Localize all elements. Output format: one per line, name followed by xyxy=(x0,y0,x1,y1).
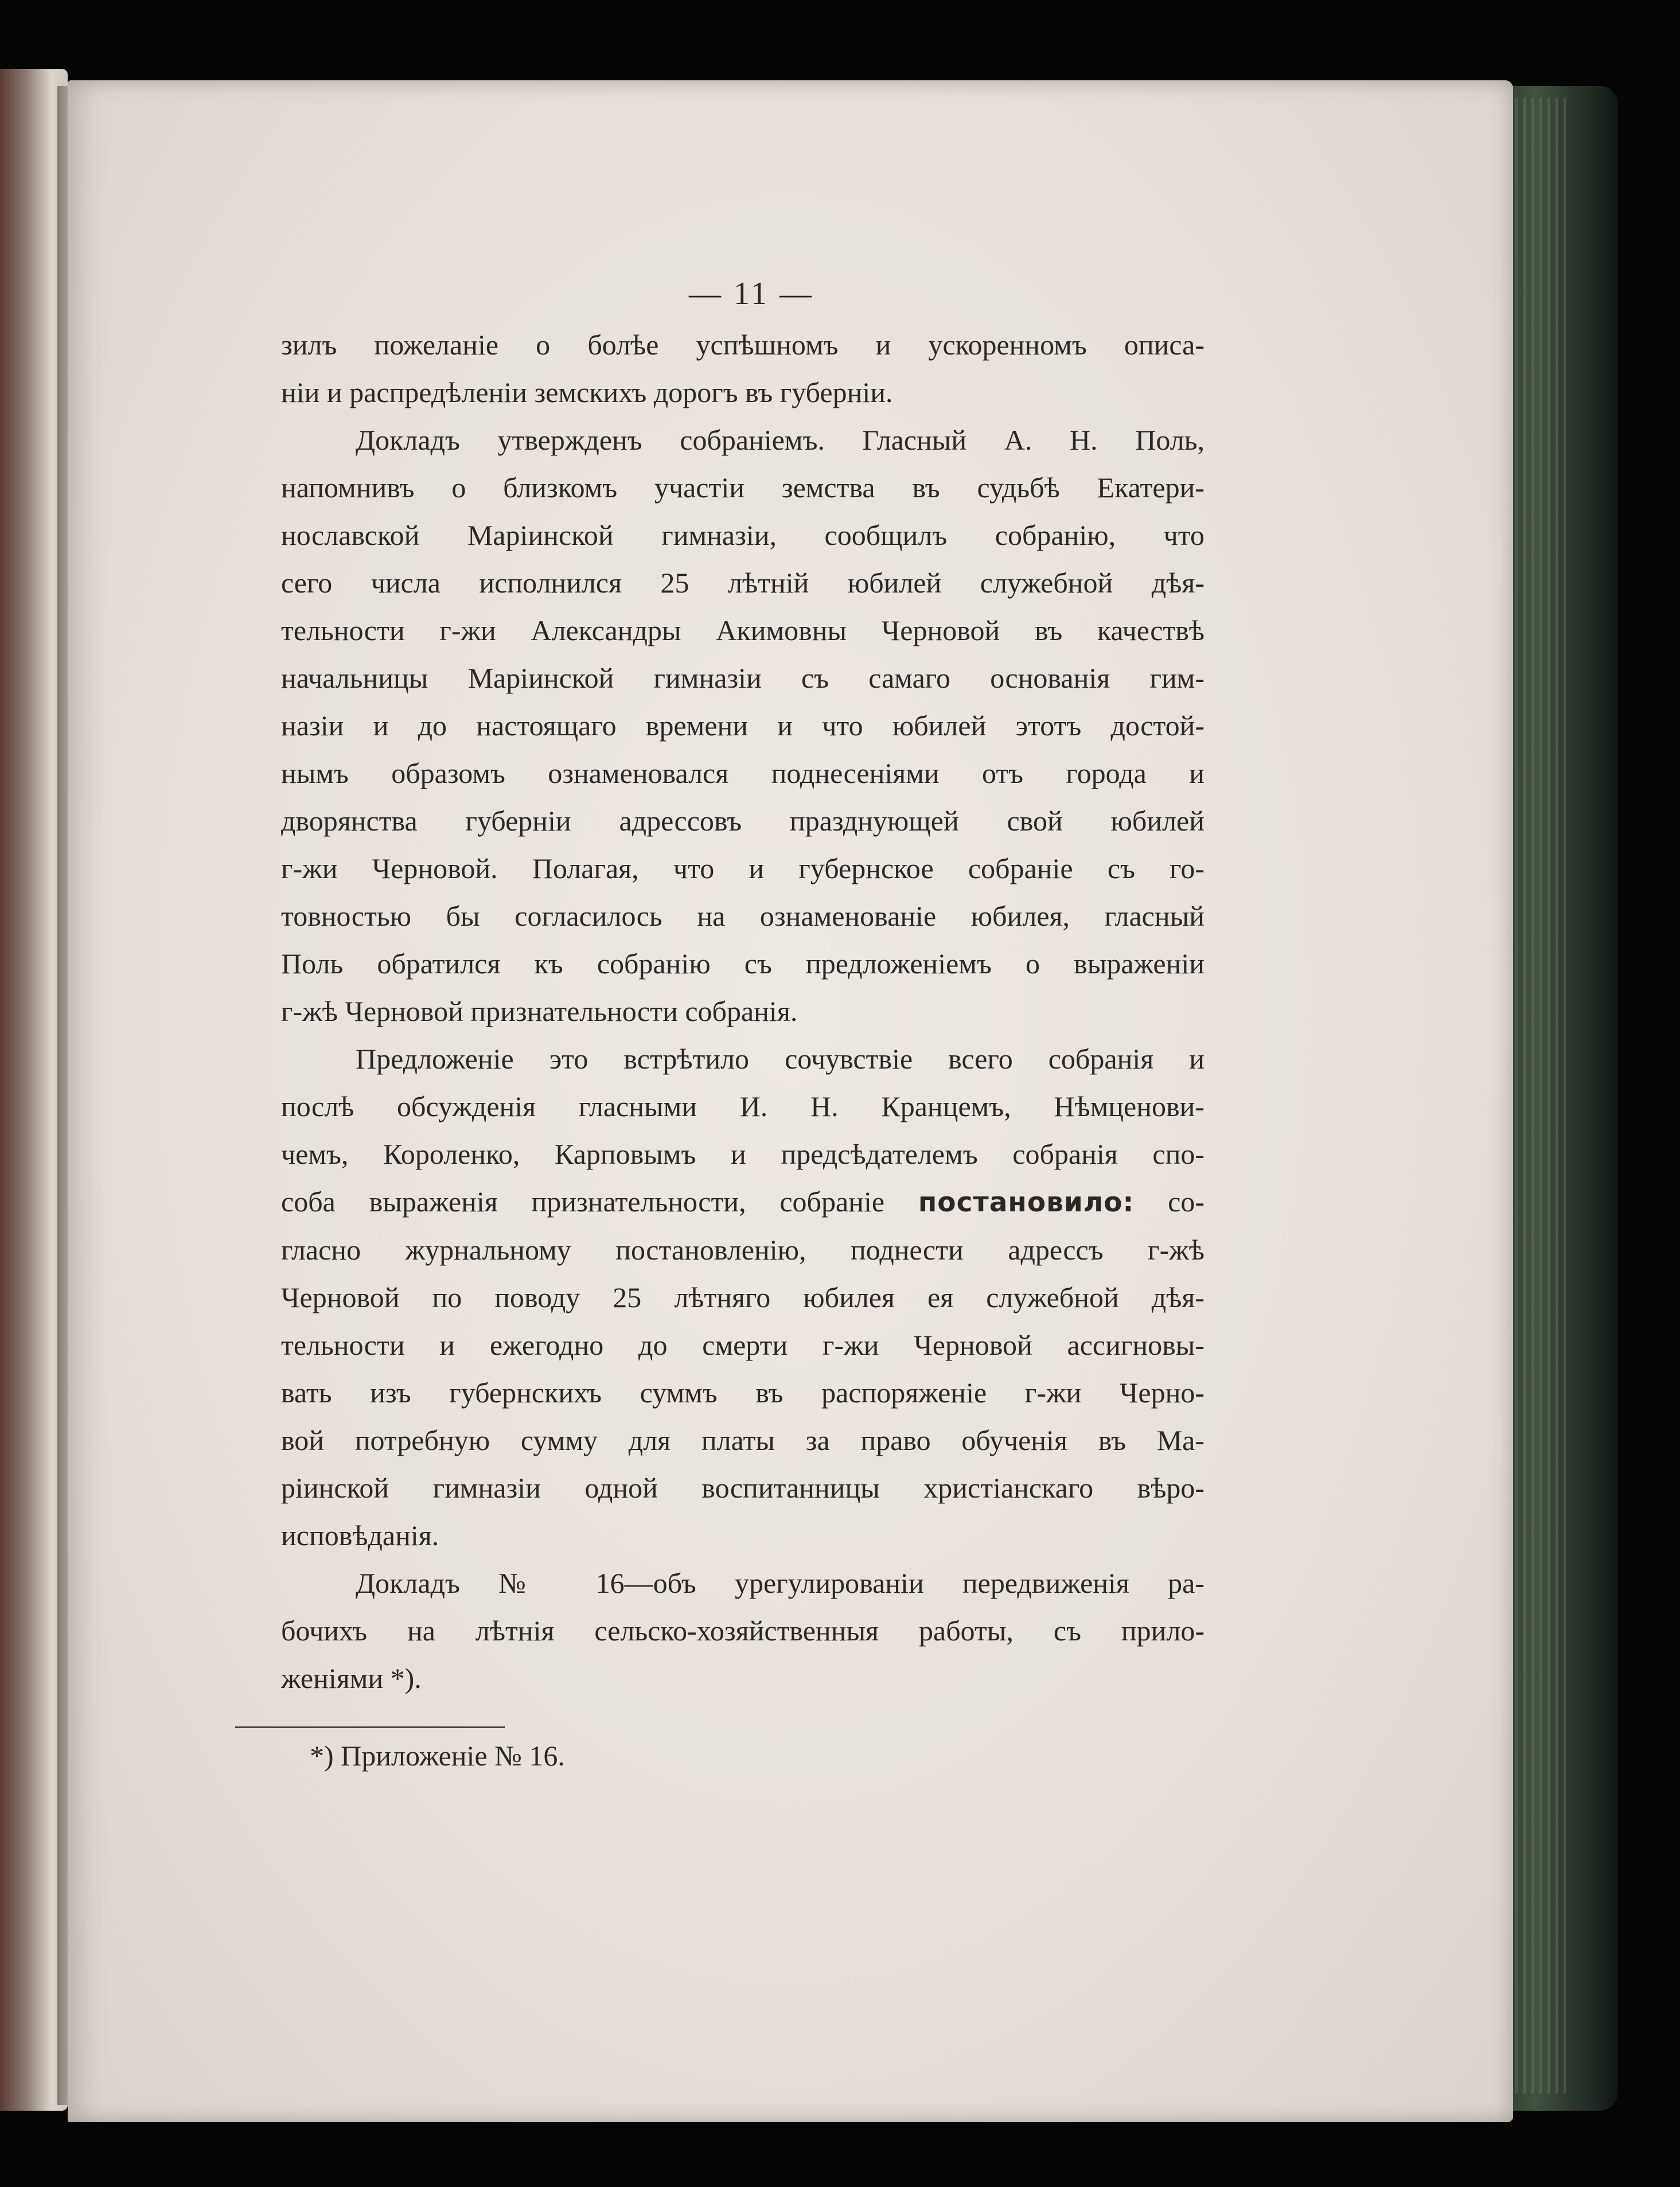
paragraph-3 xyxy=(281,1035,1205,1560)
text-line: начальницы Маріинской гимназіи съ самаго основанія гим- xyxy=(281,662,1205,694)
text-line: женіями *). xyxy=(281,1662,422,1694)
text-line-with-emphasis xyxy=(281,1178,1205,1226)
text-segment: соба выраженія признательности, собраніе xyxy=(281,1186,885,1218)
text-line: напомнивъ о близкомъ участіи земства въ судьбѣ Екатери- xyxy=(281,471,1205,504)
text-line: сего числа исполнился 25 лѣтній юбилей служебной дѣя- xyxy=(281,567,1205,599)
text-line: тельности г-жи Александры Акимовны Черновой въ качествѣ xyxy=(281,614,1205,646)
page-number: — 11 — xyxy=(689,276,814,311)
page-body-text xyxy=(281,321,1205,1702)
paragraph-1 xyxy=(281,321,1205,416)
footnote: *) Приложеніе № 16. xyxy=(310,1740,565,1772)
text-segment: со- xyxy=(1168,1186,1205,1218)
text-line: исповѣданія. xyxy=(281,1519,439,1551)
text-line: вать изъ губернскихъ суммъ въ распоряженіе г-жи Черно- xyxy=(281,1377,1205,1409)
text-line: ріинской гимназіи одной воспитанницы христіанскаго вѣро- xyxy=(281,1472,1205,1504)
text-line: гласно журнальному постановленію, поднести адрессъ г-жѣ xyxy=(281,1234,1205,1266)
text-line: бочихъ на лѣтнія сельско-хозяйственныя работы, съ прило- xyxy=(281,1615,1205,1647)
text-line: Поль обратился къ собранію съ предложеніемъ о выраженіи xyxy=(281,948,1205,980)
emphasis-resolved: постановило: xyxy=(918,1187,1135,1218)
text-line: ніи и распредѣленіи земскихъ дорогъ въ губерніи. xyxy=(281,376,893,408)
text-line: чемъ, Короленко, Карповымъ и предсѣдателемъ собранія спо- xyxy=(281,1138,1205,1170)
text-line: Черновой по поводу 25 лѣтняго юбилея ея служебной дѣя- xyxy=(281,1281,1205,1313)
paragraph-4 xyxy=(281,1560,1205,1702)
text-line: Докладъ № 16—объ урегулированіи передвиженія ра- xyxy=(356,1567,1205,1599)
footnote-rule xyxy=(235,1726,505,1728)
text-line: товностью бы согласилось на ознаменованіе юбилея, гласный xyxy=(281,900,1205,932)
text-line: дворянства губерніи адрессовъ празднующей свой юбилей xyxy=(281,805,1205,837)
text-line: послѣ обсужденія гласными И. Н. Кранцемъ, Нѣмценови- xyxy=(281,1090,1205,1122)
text-line: тельности и ежегодно до смерти г-жи Черновой ассигновы- xyxy=(281,1329,1205,1361)
text-line: г-жѣ Черновой признательности собранія. xyxy=(281,995,798,1027)
text-line: Предложеніе это встрѣтило сочувствіе всего собранія и xyxy=(356,1043,1205,1075)
text-line: нымъ образомъ ознаменовался поднесеніями отъ города и xyxy=(281,757,1205,789)
paragraph-2 xyxy=(281,416,1205,1035)
text-line: г-жи Черновой. Полагая, что и губернское собраніе съ го- xyxy=(281,852,1205,884)
text-line: назіи и до настоящаго времени и что юбилей этотъ достой- xyxy=(281,709,1205,742)
text-line: нославской Маріинской гимназіи, сообщилъ собранію, что xyxy=(281,519,1205,551)
text-line: Докладъ утвержденъ собраніемъ. Гласный А. Н. Поль, xyxy=(356,424,1205,456)
text-line: вой потребную сумму для платы за право обученія въ Ма- xyxy=(281,1424,1205,1456)
text-line: зилъ пожеланіе о болѣе успѣшномъ и ускоренномъ описа- xyxy=(281,329,1205,361)
